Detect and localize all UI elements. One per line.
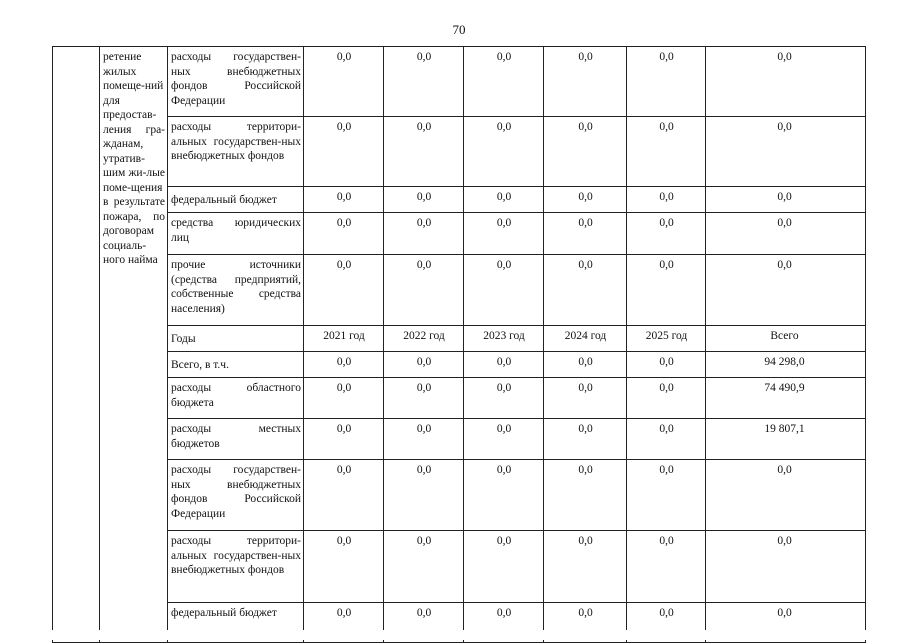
funding-source-label: расходы территори-альных государствен-ных внебюджетных фондов: [168, 117, 304, 187]
year-value-cell: 0,0: [627, 419, 706, 460]
funding-source-label: расходы государствен-ных внебюджетных фондов Российской Федерации: [168, 47, 304, 117]
budget-table: [52, 46, 866, 643]
measure-description-cell: ретение жилых помеще-ний для предостав-ления гра-жданам, утратив-шим жи-лые поме-щения в результате пожара, по договорам социаль-ного найма: [100, 47, 168, 643]
table-row: [53, 460, 866, 531]
year-value-cell: 0,0: [544, 213, 627, 255]
year-value-cell: 0,0: [304, 255, 384, 326]
year-value-cell: 0,0: [384, 213, 464, 255]
table-row: [53, 419, 866, 460]
year-value-cell: 0,0: [627, 460, 706, 531]
funding-source-label: расходы государствен-ных внебюджетных фондов Российской Федерации: [168, 460, 304, 531]
year-value-cell: 0,0: [384, 531, 464, 603]
year-header-cell: 2022 год: [384, 326, 464, 352]
year-value-cell: 0,0: [544, 603, 627, 643]
year-value-cell: 0,0: [544, 255, 627, 326]
year-value-cell: 0,0: [627, 255, 706, 326]
year-value-cell: 0,0: [627, 531, 706, 603]
year-value-cell: 0,0: [304, 47, 384, 117]
year-value-cell: 0,0: [627, 213, 706, 255]
year-value-cell: 0,0: [304, 187, 384, 213]
year-value-cell: 0,0: [544, 531, 627, 603]
total-value-cell: 0,0: [706, 117, 866, 187]
year-value-cell: 0,0: [384, 117, 464, 187]
year-value-cell: 0,0: [544, 378, 627, 419]
year-value-cell: 0,0: [464, 603, 544, 643]
year-value-cell: 0,0: [384, 378, 464, 419]
table-row: [53, 117, 866, 187]
year-value-cell: 0,0: [304, 460, 384, 531]
year-value-cell: 0,0: [544, 187, 627, 213]
year-value-cell: 0,0: [464, 419, 544, 460]
year-value-cell: 0,0: [464, 378, 544, 419]
years-header-label: Годы: [168, 326, 304, 352]
table-row: [53, 213, 866, 255]
year-value-cell: 0,0: [304, 419, 384, 460]
year-header-cell: 2024 год: [544, 326, 627, 352]
year-value-cell: 0,0: [464, 255, 544, 326]
total-value-cell: 19 807,1: [706, 419, 866, 460]
year-value-cell: 0,0: [627, 603, 706, 643]
year-value-cell: 0,0: [384, 603, 464, 643]
year-value-cell: 0,0: [544, 419, 627, 460]
funding-source-label: расходы местных бюджетов: [168, 419, 304, 460]
total-value-cell: 0,0: [706, 47, 866, 117]
funding-source-label: Всего, в т.ч.: [168, 352, 304, 378]
total-value-cell: 74 490,9: [706, 378, 866, 419]
year-value-cell: 0,0: [464, 460, 544, 531]
year-value-cell: 0,0: [384, 255, 464, 326]
funding-source-label: расходы территори-альных государствен-ных внебюджетных фондов: [168, 531, 304, 603]
total-value-cell: 0,0: [706, 603, 866, 643]
year-value-cell: 0,0: [384, 460, 464, 531]
funding-source-label: федеральный бюджет: [168, 603, 304, 643]
total-value-cell: 94 298,0: [706, 352, 866, 378]
year-value-cell: 0,0: [464, 352, 544, 378]
empty-index-cell: [53, 47, 100, 643]
total-value-cell: 0,0: [706, 213, 866, 255]
year-value-cell: 0,0: [627, 47, 706, 117]
total-value-cell: 0,0: [706, 187, 866, 213]
total-value-cell: 0,0: [706, 255, 866, 326]
total-value-cell: 0,0: [706, 460, 866, 531]
year-value-cell: 0,0: [304, 531, 384, 603]
year-value-cell: 0,0: [544, 117, 627, 187]
funding-source-label: расходы областного бюджета: [168, 378, 304, 419]
year-value-cell: 0,0: [304, 213, 384, 255]
year-value-cell: 0,0: [384, 47, 464, 117]
year-value-cell: 0,0: [464, 47, 544, 117]
year-value-cell: 0,0: [464, 117, 544, 187]
year-value-cell: 0,0: [544, 352, 627, 378]
year-value-cell: 0,0: [304, 352, 384, 378]
year-header-cell: 2025 год: [627, 326, 706, 352]
year-value-cell: 0,0: [464, 187, 544, 213]
year-value-cell: 0,0: [627, 378, 706, 419]
table-row: [53, 255, 866, 326]
year-value-cell: 0,0: [304, 603, 384, 643]
table-row: [53, 47, 866, 117]
page-bottom-edge: [0, 630, 905, 640]
funding-source-label: федеральный бюджет: [168, 187, 304, 213]
table-row: [53, 187, 866, 213]
total-header-cell: Всего: [706, 326, 866, 352]
page-number: 70: [452, 22, 466, 37]
table-row: [53, 378, 866, 419]
year-value-cell: 0,0: [627, 187, 706, 213]
year-value-cell: 0,0: [384, 419, 464, 460]
year-header-cell: 2021 год: [304, 326, 384, 352]
funding-source-label: прочие источники (средства предприятий, собственные средства населения): [168, 255, 304, 326]
year-value-cell: 0,0: [544, 460, 627, 531]
year-value-cell: 0,0: [304, 117, 384, 187]
year-value-cell: 0,0: [627, 352, 706, 378]
year-value-cell: 0,0: [627, 117, 706, 187]
year-value-cell: 0,0: [544, 47, 627, 117]
year-value-cell: 0,0: [384, 187, 464, 213]
year-value-cell: 0,0: [464, 213, 544, 255]
year-header-cell: 2023 год: [464, 326, 544, 352]
table-row: [53, 352, 866, 378]
year-value-cell: 0,0: [304, 378, 384, 419]
funding-source-label: средства юридических лиц: [168, 213, 304, 255]
total-value-cell: 0,0: [706, 531, 866, 603]
budget-table-body: [53, 47, 866, 643]
year-value-cell: 0,0: [384, 352, 464, 378]
year-value-cell: 0,0: [464, 531, 544, 603]
years-header-row: [53, 326, 866, 352]
table-row: [53, 531, 866, 603]
